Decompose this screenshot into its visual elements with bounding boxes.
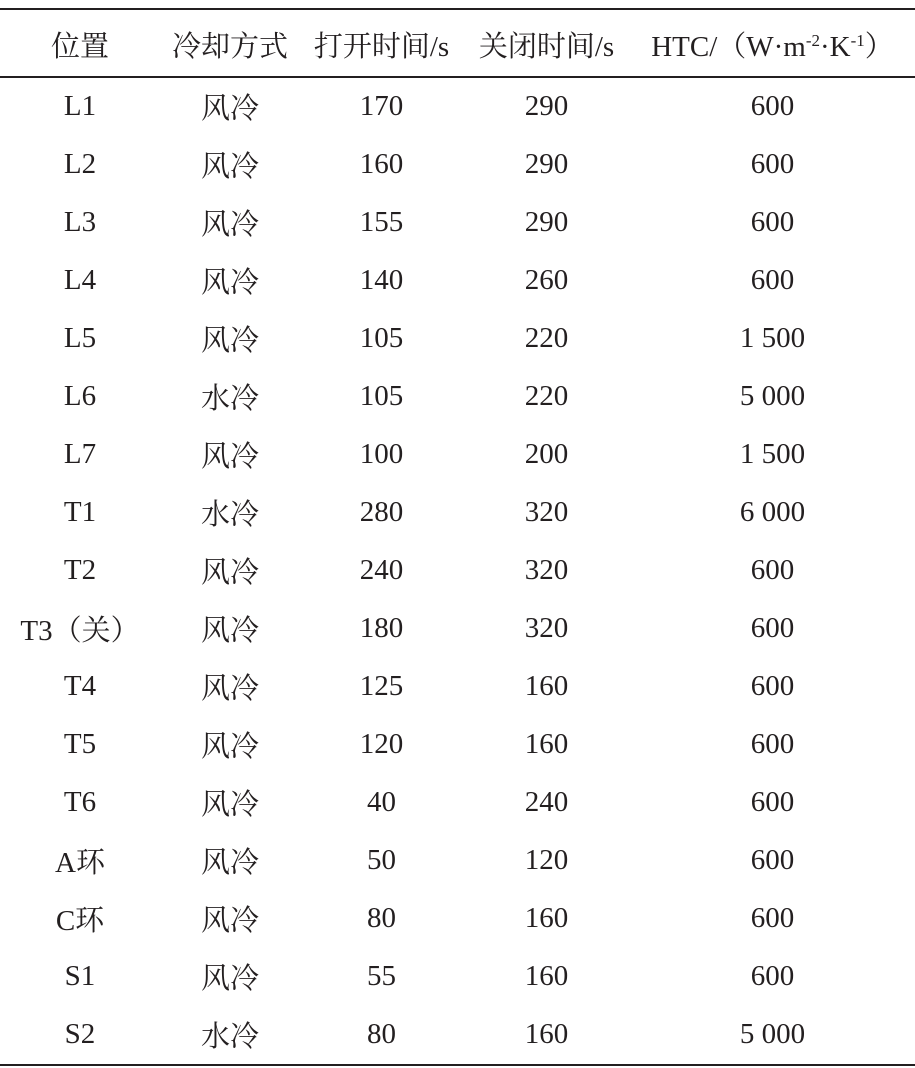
table-row bbox=[0, 136, 915, 194]
cell-position: L7 bbox=[63, 438, 97, 470]
cell-open-time: 120 bbox=[359, 728, 404, 760]
cell-close-time: 290 bbox=[524, 206, 569, 238]
table-row bbox=[0, 252, 915, 310]
cell-htc: 600 bbox=[750, 902, 795, 934]
cell-close-time: 160 bbox=[524, 902, 569, 934]
header-open-time: 打开时间/s bbox=[313, 30, 450, 63]
cell-htc: 600 bbox=[750, 148, 795, 180]
cell-position: L3 bbox=[63, 206, 97, 238]
cell-htc: 600 bbox=[750, 670, 795, 702]
cell-open-time: 160 bbox=[359, 148, 404, 180]
header-htc-exp2: -1 bbox=[850, 30, 865, 50]
table-row bbox=[0, 426, 915, 484]
cell-open-time: 155 bbox=[359, 206, 404, 238]
cell-cooling-method: 风冷 bbox=[200, 905, 259, 937]
cell-htc: 5 000 bbox=[739, 380, 806, 412]
header-row bbox=[0, 10, 915, 76]
cell-cooling-method: 水冷 bbox=[200, 499, 259, 531]
cell-close-time: 120 bbox=[524, 844, 569, 876]
cell-close-time: 320 bbox=[524, 496, 569, 528]
table-row bbox=[0, 948, 915, 1006]
table-row bbox=[0, 194, 915, 252]
cell-htc: 600 bbox=[750, 264, 795, 296]
table-row bbox=[0, 658, 915, 716]
cell-open-time: 80 bbox=[367, 1018, 396, 1050]
cell-open-time: 105 bbox=[359, 380, 404, 412]
cell-close-time: 290 bbox=[524, 148, 569, 180]
cell-open-time: 50 bbox=[367, 844, 396, 876]
header-cooling-method: 冷却方式 bbox=[171, 30, 288, 63]
cell-close-time: 160 bbox=[524, 1018, 569, 1050]
cell-cooling-method: 水冷 bbox=[200, 383, 259, 415]
table-body bbox=[0, 78, 915, 1064]
cell-cooling-method: 风冷 bbox=[200, 151, 259, 183]
cell-position: S1 bbox=[64, 960, 96, 992]
cell-cooling-method: 风冷 bbox=[200, 615, 259, 647]
header-htc-exp1: -2 bbox=[805, 30, 821, 50]
cell-open-time: 140 bbox=[359, 264, 404, 296]
cell-htc: 600 bbox=[750, 554, 795, 586]
cell-open-time: 180 bbox=[359, 612, 404, 644]
cell-htc: 1 500 bbox=[739, 438, 806, 470]
table-row bbox=[0, 832, 915, 890]
cell-close-time: 220 bbox=[524, 322, 569, 354]
cell-open-time: 55 bbox=[367, 960, 396, 992]
table-row bbox=[0, 600, 915, 658]
cell-close-time: 160 bbox=[524, 670, 569, 702]
table-row bbox=[0, 716, 915, 774]
cell-open-time: 280 bbox=[359, 496, 404, 528]
cell-position: L2 bbox=[63, 148, 97, 180]
cell-htc: 600 bbox=[750, 728, 795, 760]
cell-close-time: 290 bbox=[524, 90, 569, 122]
cell-position: T6 bbox=[63, 786, 97, 818]
cell-position: A环 bbox=[55, 847, 105, 879]
cell-htc: 600 bbox=[750, 206, 795, 238]
cell-cooling-method: 风冷 bbox=[200, 93, 259, 125]
cooling-parameters-table bbox=[0, 10, 915, 76]
cell-close-time: 260 bbox=[524, 264, 569, 296]
cell-htc: 6 000 bbox=[739, 496, 806, 528]
table-row bbox=[0, 310, 915, 368]
cell-close-time: 160 bbox=[524, 960, 569, 992]
cell-position: T5 bbox=[63, 728, 97, 760]
cell-position: T2 bbox=[63, 554, 97, 586]
table-row bbox=[0, 774, 915, 832]
table-row bbox=[0, 484, 915, 542]
cell-open-time: 105 bbox=[359, 322, 404, 354]
cell-position: L5 bbox=[63, 322, 97, 354]
cell-cooling-method: 风冷 bbox=[200, 731, 259, 763]
cell-open-time: 125 bbox=[359, 670, 404, 702]
cell-htc: 1 500 bbox=[739, 322, 806, 354]
header-htc bbox=[630, 10, 915, 76]
cell-open-time: 100 bbox=[359, 438, 404, 470]
cell-close-time: 200 bbox=[524, 438, 569, 470]
cell-cooling-method: 风冷 bbox=[200, 209, 259, 241]
cell-htc: 600 bbox=[750, 612, 795, 644]
cell-open-time: 40 bbox=[367, 786, 396, 818]
cell-open-time: 80 bbox=[367, 902, 396, 934]
table-row bbox=[0, 368, 915, 426]
cell-open-time: 170 bbox=[359, 90, 404, 122]
cell-htc: 600 bbox=[750, 90, 795, 122]
table-row bbox=[0, 542, 915, 600]
cell-close-time: 240 bbox=[524, 786, 569, 818]
cell-position: L6 bbox=[63, 380, 97, 412]
cell-htc: 600 bbox=[750, 786, 795, 818]
cooling-parameters-body bbox=[0, 78, 915, 1064]
cell-position: S2 bbox=[64, 1018, 96, 1050]
cell-close-time: 220 bbox=[524, 380, 569, 412]
cell-cooling-method: 风冷 bbox=[200, 847, 259, 879]
cell-position: T3（关） bbox=[20, 615, 140, 647]
cell-cooling-method: 风冷 bbox=[200, 789, 259, 821]
cell-position: T1 bbox=[63, 496, 97, 528]
cell-cooling-method: 水冷 bbox=[200, 1021, 259, 1053]
cell-cooling-method: 风冷 bbox=[200, 441, 259, 473]
header-htc-suffix: ） bbox=[864, 30, 894, 63]
cell-cooling-method: 风冷 bbox=[200, 325, 259, 357]
cell-close-time: 160 bbox=[524, 728, 569, 760]
cell-position: L1 bbox=[63, 90, 97, 122]
cell-htc: 600 bbox=[750, 844, 795, 876]
cell-position: T4 bbox=[63, 670, 97, 702]
cell-cooling-method: 风冷 bbox=[200, 267, 259, 299]
table-row bbox=[0, 1006, 915, 1064]
cell-close-time: 320 bbox=[524, 612, 569, 644]
header-position: 位置 bbox=[50, 30, 109, 63]
cell-position: C环 bbox=[55, 905, 105, 937]
cell-cooling-method: 风冷 bbox=[200, 557, 259, 589]
table-row bbox=[0, 890, 915, 948]
header-close-time: 关闭时间/s bbox=[478, 30, 615, 63]
header-htc-middle: ·K bbox=[820, 30, 851, 63]
data-table-container bbox=[0, 8, 915, 1066]
cell-close-time: 320 bbox=[524, 554, 569, 586]
cell-cooling-method: 风冷 bbox=[200, 673, 259, 705]
cell-position: L4 bbox=[63, 264, 97, 296]
table-row bbox=[0, 78, 915, 136]
cell-htc: 600 bbox=[750, 960, 795, 992]
header-htc-prefix: HTC/（W·m bbox=[651, 30, 806, 63]
cell-cooling-method: 风冷 bbox=[200, 963, 259, 995]
cell-open-time: 240 bbox=[359, 554, 404, 586]
bottom-rule bbox=[0, 1064, 915, 1066]
cell-htc: 5 000 bbox=[739, 1018, 806, 1050]
